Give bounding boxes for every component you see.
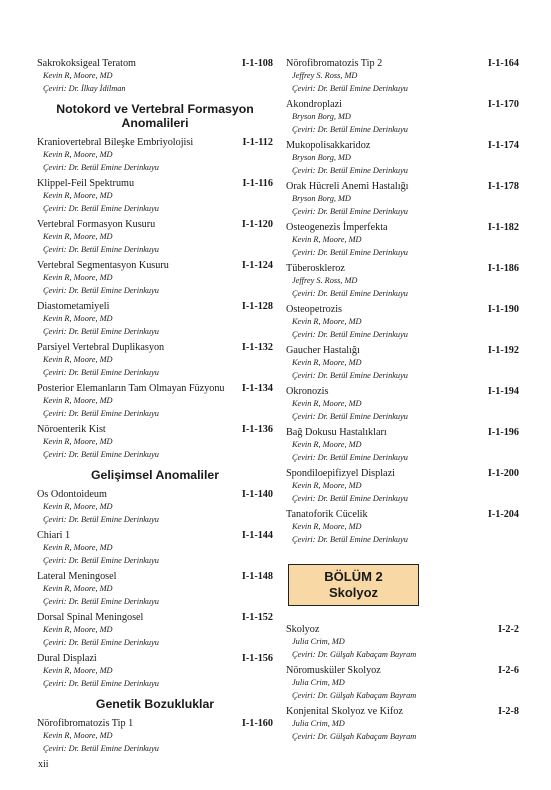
entry-author: Kevin R, Moore, MD [43,543,113,552]
entry-translator: Çeviri: Dr. Betül Emine Derinkuyu [43,555,159,565]
entry-page-ref[interactable]: I-1-186 [487,263,519,274]
entry-title[interactable]: Mukopolisakkaridoz [286,140,371,151]
entry-author: Kevin R, Moore, MD [43,191,113,200]
entry-page-ref[interactable]: I-1-132 [241,342,273,353]
entry-page-ref[interactable]: I-1-194 [487,386,519,397]
toc-entry[interactable] [37,259,273,297]
entry-page-ref[interactable]: I-1-108 [241,58,273,69]
toc-entry[interactable] [286,508,519,546]
entry-page-ref[interactable]: I-1-152 [241,612,273,623]
entry-title[interactable]: Konjenital Skolyoz ve Kifoz [286,706,403,717]
entry-page-ref[interactable]: I-1-116 [242,178,273,189]
entry-translator: Çeviri: Dr. Betül Emine Derinkuyu [292,534,408,544]
entry-author: Kevin R, Moore, MD [43,150,113,159]
entry-page-ref[interactable]: I-1-164 [487,58,519,69]
entry-page-ref[interactable]: I-1-136 [241,424,273,435]
entry-author: Kevin R, Moore, MD [292,399,362,408]
entry-page-ref[interactable]: I-1-200 [487,468,519,479]
entry-page-ref[interactable]: I-1-170 [487,99,519,110]
toc-entry[interactable] [286,344,519,382]
toc-entry[interactable] [286,98,519,136]
entry-title[interactable]: Dural Displazi [37,653,97,664]
toc-entry[interactable] [286,57,519,95]
entry-translator: Çeviri: Dr. Betül Emine Derinkuyu [43,203,159,213]
entry-translator: Çeviri: Dr. Betül Emine Derinkuyu [292,411,408,421]
entry-author: Bryson Borg, MD [292,194,351,203]
entry-translator: Çeviri: Dr. Betül Emine Derinkuyu [43,326,159,336]
entry-page-ref[interactable]: I-1-112 [242,137,273,148]
entry-author: Kevin R, Moore, MD [292,522,362,531]
entry-translator: Çeviri: Dr. Betül Emine Derinkuyu [292,329,408,339]
entry-author: Kevin R, Moore, MD [43,437,113,446]
toc-entry[interactable] [37,300,273,338]
toc-entry[interactable] [286,467,519,505]
entry-author: Jeffrey S. Ross, MD [292,71,358,80]
entry-title[interactable]: Nöroenterik Kist [37,424,106,435]
toc-entry[interactable] [286,385,519,423]
entry-translator: Çeviri: Dr. Betül Emine Derinkuyu [292,247,408,257]
entry-author: Kevin R, Moore, MD [43,71,113,80]
toc-entry[interactable] [286,664,519,702]
toc-left-column [37,57,273,755]
entry-title[interactable]: Posterior Elemanların Tam Olmayan Füzyonu [37,383,225,394]
entry-translator: Çeviri: Dr. Betül Emine Derinkuyu [43,743,159,753]
entry-page-ref[interactable]: I-2-2 [498,624,519,635]
entry-page-ref[interactable]: I-1-120 [241,219,273,230]
entry-translator: Çeviri: Dr. Betül Emine Derinkuyu [292,493,408,503]
section-heading-line: Notokord ve Vertebral Formasyon [56,102,254,116]
entry-title[interactable]: Osteogenezis İmperfekta [286,222,388,233]
toc-entry[interactable] [286,303,519,341]
entry-translator: Çeviri: Dr. Betül Emine Derinkuyu [43,514,159,524]
entry-translator: Çeviri: Dr. Betül Emine Derinkuyu [292,370,408,380]
toc-entry[interactable] [37,382,273,420]
section-heading [37,102,273,130]
toc-entry[interactable] [37,177,273,215]
entry-page-ref[interactable]: I-1-178 [487,181,519,192]
entry-translator: Çeviri: Dr. Gülşah Kabaçam Bayram [292,690,417,700]
entry-author: Kevin R, Moore, MD [292,481,362,490]
entry-translator: Çeviri: Dr. Gülşah Kabaçam Bayram [292,731,417,741]
chapter-title: Skolyoz [328,585,379,600]
toc-entry[interactable] [37,717,273,755]
entry-author: Kevin R, Moore, MD [43,314,113,323]
entry-title[interactable]: Nörofibromatozis Tip 1 [37,718,134,729]
entry-title[interactable]: Vertebral Formasyon Kusuru [37,219,156,230]
entry-page-ref[interactable]: I-1-148 [241,571,273,582]
section-heading [37,468,273,482]
toc-entry[interactable] [37,136,273,174]
entry-author: Bryson Borg, MD [292,153,351,162]
entry-translator: Çeviri: Dr. Betül Emine Derinkuyu [292,165,408,175]
entry-translator: Çeviri: Dr. Betül Emine Derinkuyu [43,678,159,688]
toc-entry[interactable] [286,221,519,259]
entry-author: Kevin R, Moore, MD [43,666,113,675]
entry-translator: Çeviri: Dr. Gülşah Kabaçam Bayram [292,649,417,659]
entry-page-ref[interactable]: I-1-156 [241,653,273,664]
entry-translator: Çeviri: Dr. Betül Emine Derinkuyu [43,408,159,418]
entry-page-ref[interactable]: I-1-160 [241,718,273,729]
toc-entry[interactable] [37,488,273,526]
entry-page-ref[interactable]: I-1-182 [487,222,519,233]
entry-author: Kevin R, Moore, MD [292,235,362,244]
entry-translator: Çeviri: Dr. Betül Emine Derinkuyu [43,244,159,254]
entry-page-ref[interactable]: I-1-190 [487,304,519,315]
entry-author: Kevin R, Moore, MD [292,440,362,449]
entry-page-ref[interactable]: I-1-124 [241,260,273,271]
entry-author: Jeffrey S. Ross, MD [292,276,358,285]
entry-title[interactable]: Tüberoskleroz [286,263,345,274]
toc-entry[interactable] [286,180,519,218]
entry-title[interactable]: Chiari 1 [37,530,71,541]
toc-entry[interactable] [37,218,273,256]
entry-title[interactable]: Akondroplazi [286,99,343,110]
section-heading-line: Anomalileri [121,116,189,130]
toc-entry[interactable] [286,623,519,661]
entry-page-ref[interactable]: I-1-134 [241,383,273,394]
entry-author: Kevin R, Moore, MD [43,355,113,364]
entry-author: Julia Crim, MD [292,719,345,728]
entry-page-ref[interactable]: I-1-192 [487,345,519,356]
toc-entry[interactable] [37,423,273,461]
entry-page-ref[interactable]: I-1-140 [241,489,273,500]
entry-translator: Çeviri: Dr. Betül Emine Derinkuyu [43,596,159,606]
toc-entry[interactable] [286,426,519,464]
entry-title[interactable]: Diastometamiyeli [37,301,110,312]
entry-title[interactable]: Bağ Dokusu Hastalıkları [286,427,387,438]
toc-entry[interactable] [286,262,519,300]
entry-title[interactable]: Spondiloepifizyel Displazi [286,468,395,479]
toc-entry[interactable] [286,705,519,743]
entry-translator: Çeviri: Dr. Betül Emine Derinkuyu [43,162,159,172]
entry-author: Kevin R, Moore, MD [43,625,113,634]
entry-translator: Çeviri: Dr. Betül Emine Derinkuyu [292,288,408,298]
entry-author: Bryson Borg, MD [292,112,351,121]
entry-title[interactable]: Lateral Meningosel [37,571,117,582]
entry-author: Julia Crim, MD [292,637,345,646]
chapter-header-box [288,564,419,606]
entry-translator: Çeviri: Dr. Betül Emine Derinkuyu [292,83,408,93]
entry-author: Kevin R, Moore, MD [43,731,113,740]
entry-page-ref[interactable]: I-1-204 [487,509,519,520]
toc-entry[interactable] [37,529,273,567]
entry-translator: Çeviri: Dr. Betül Emine Derinkuyu [43,637,159,647]
entry-translator: Çeviri: Dr. Betül Emine Derinkuyu [292,452,408,462]
entry-author: Kevin R, Moore, MD [43,584,113,593]
section-heading-line: Gelişimsel Anomaliler [90,468,220,482]
section-heading-line: Genetik Bozukluklar [95,697,215,711]
toc-right-column [286,57,519,743]
entry-title[interactable]: Vertebral Segmentasyon Kusuru [37,260,169,271]
entry-page-ref[interactable]: I-1-128 [241,301,273,312]
entry-author: Kevin R, Moore, MD [292,317,362,326]
entry-author: Kevin R, Moore, MD [43,396,113,405]
entry-page-ref[interactable]: I-2-6 [498,665,519,676]
entry-page-ref[interactable]: I-1-144 [241,530,273,541]
entry-title[interactable]: Sakrokoksigeal Teratom [37,58,136,69]
entry-translator: Çeviri: Dr. Betül Emine Derinkuyu [43,367,159,377]
toc-entry[interactable] [37,611,273,649]
entry-title[interactable]: Orak Hücreli Anemi Hastalığı [286,181,409,192]
page-number: xii [38,759,49,770]
entry-author: Kevin R, Moore, MD [43,232,113,241]
entry-title[interactable]: Parsiyel Vertebral Duplikasyon [37,342,165,353]
entry-translator: Çeviri: Dr. Betül Emine Derinkuyu [292,124,408,134]
entry-page-ref[interactable]: I-2-8 [498,706,519,717]
toc-entry[interactable] [37,652,273,690]
entry-translator: Çeviri: Dr. Betül Emine Derinkuyu [292,206,408,216]
entry-page-ref[interactable]: I-1-174 [487,140,519,151]
entry-title[interactable]: Nöromusküler Skolyoz [286,665,381,676]
entry-author: Julia Crim, MD [292,678,345,687]
toc-entry[interactable] [286,139,519,177]
entry-author: Kevin R, Moore, MD [292,358,362,367]
entry-translator: Çeviri: Dr. İlkay İdilman [43,83,126,93]
section-heading [37,697,273,711]
entry-page-ref[interactable]: I-1-196 [487,427,519,438]
entry-title[interactable]: Nörofibromatozis Tip 2 [286,58,383,69]
toc-entry[interactable] [37,341,273,379]
entry-title[interactable]: Os Odontoideum [37,489,107,500]
entry-author: Kevin R, Moore, MD [43,273,113,282]
entry-translator: Çeviri: Dr. Betül Emine Derinkuyu [43,449,159,459]
entry-title[interactable]: Gaucher Hastalığı [286,345,360,356]
entry-title[interactable]: Tanatoforik Cücelik [286,509,368,520]
toc-entry[interactable] [37,57,273,95]
entry-title[interactable]: Dorsal Spinal Meningosel [37,612,144,623]
entry-title[interactable]: Klippel-Feil Spektrumu [37,178,135,189]
entry-author: Kevin R, Moore, MD [43,502,113,511]
chapter-number: BÖLÜM 2 [324,569,383,584]
toc-entry[interactable] [37,570,273,608]
entry-translator: Çeviri: Dr. Betül Emine Derinkuyu [43,285,159,295]
entry-title[interactable]: Osteopetrozis [286,304,343,315]
entry-title[interactable]: Okronozis [286,386,329,397]
entry-title[interactable]: Skolyoz [286,624,320,635]
entry-title[interactable]: Kraniovertebral Bileşke Embriyolojisi [37,137,194,148]
